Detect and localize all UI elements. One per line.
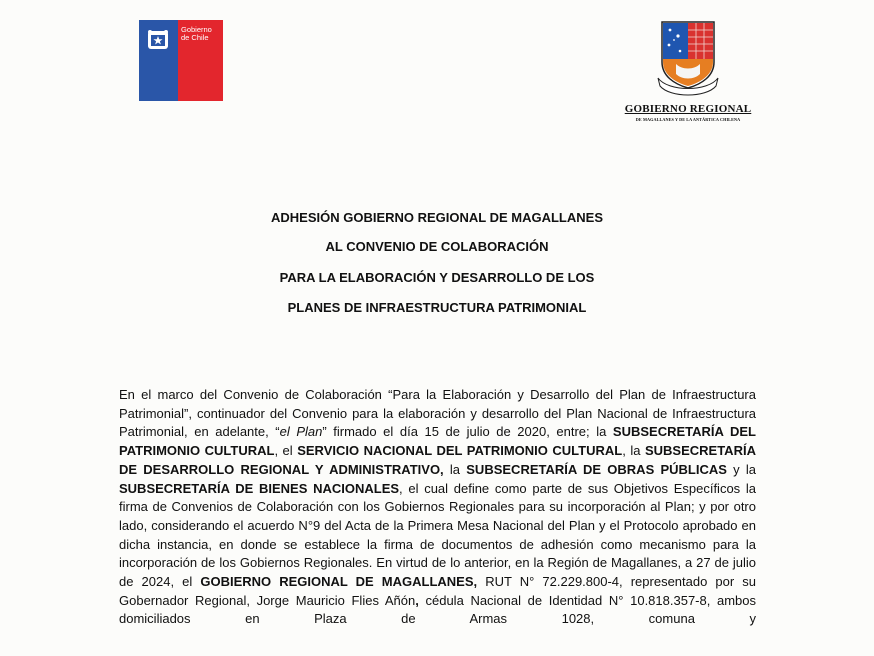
gobierno-regional-logo: [620, 18, 756, 126]
bold-run: GOBIERNO REGIONAL DE MAGALLANES,: [200, 574, 478, 590]
gobierno-de-chile-logo: [139, 20, 223, 101]
document-title-line-2: AL CONVENIO DE COLABORACIÓN: [325, 239, 549, 254]
bold-run: SERVICIO NACIONAL DEL PATRIMONIO CULTURAL: [297, 443, 623, 459]
document-title-line-4: PLANES DE INFRAESTRUCTURA PATRIMONIAL: [287, 300, 587, 315]
magallanes-crest-icon: [656, 18, 720, 102]
text-run: la: [443, 461, 467, 477]
text-run: , el cual define como parte de sus Objetivos Específicos la firma de Convenios de Colaboración con los Gobiernos Regionales para su incorporación al Plan; y por otro lado, considerando el acuerdo N°9 del Acta de la Primera Mesa Nacional del Plan y el Protocolo aprobado en dicha instancia, en donde se establece la firma de documentos de adhesión como mecanismo para la incorporación de los Gobiernos Regionales. En virtud de lo anterior, en la Región de Magallanes, a 27 de julio de 2024, el: [119, 480, 757, 590]
bold-run: SUBSECRETARÍA DE DESARROLLO REGIONAL Y ADMINISTRATIVO,: [119, 443, 756, 477]
logo-wordmark: [181, 26, 212, 42]
body-paragraph: [119, 386, 756, 629]
text-run: En el marco del Convenio de Colaboración “Para la Elaboración y Desarrollo del Plan de Infraestructura Patrimonial”, continuador del Convenio para la elaboración y desarrollo del Plan Nacional de Infraestructura Patrimonial, en adelante, “: [119, 387, 756, 440]
logo-wordmark-line2: de Chile: [181, 33, 209, 42]
right-logo-subtitle: DE MAGALLANES Y DE LA ANTÁRTICA CHILENA: [635, 117, 741, 122]
text-run: RUT N° 72.229.800-4, representado por su Gobernador Regional, Jorge Mauricio Flies Añón: [119, 574, 757, 608]
chile-government-seal-icon: [145, 27, 171, 53]
bold-run: ,: [415, 592, 419, 608]
logo-wordmark-line1: Gobierno: [181, 25, 212, 34]
text-run: cédula Nacional de Identidad N° 10.818.357-8, ambos domiciliados en Plaza de Armas 1028, comuna y: [119, 592, 756, 627]
bold-run: SUBSECRETARÍA DEL PATRIMONIO CULTURAL: [119, 424, 756, 459]
document-title-line-3: PARA LA ELABORACIÓN Y DESARROLLO DE LOS: [279, 270, 595, 285]
text-run: , la: [622, 443, 645, 459]
italic-run: el Plan: [279, 424, 323, 440]
text-run: ” firmado el día 15 de julio de 2020, entre; la: [322, 424, 613, 440]
text-run: , el: [274, 443, 298, 459]
right-logo-name: GOBIERNO REGIONAL: [624, 103, 752, 115]
bold-run: SUBSECRETARÍA DE OBRAS PÚBLICAS: [466, 461, 727, 477]
bold-run: SUBSECRETARÍA DE BIENES NACIONALES: [119, 480, 400, 496]
text-run: y la: [726, 461, 757, 477]
document-title-line-1: ADHESIÓN GOBIERNO REGIONAL DE MAGALLANES: [270, 210, 603, 225]
